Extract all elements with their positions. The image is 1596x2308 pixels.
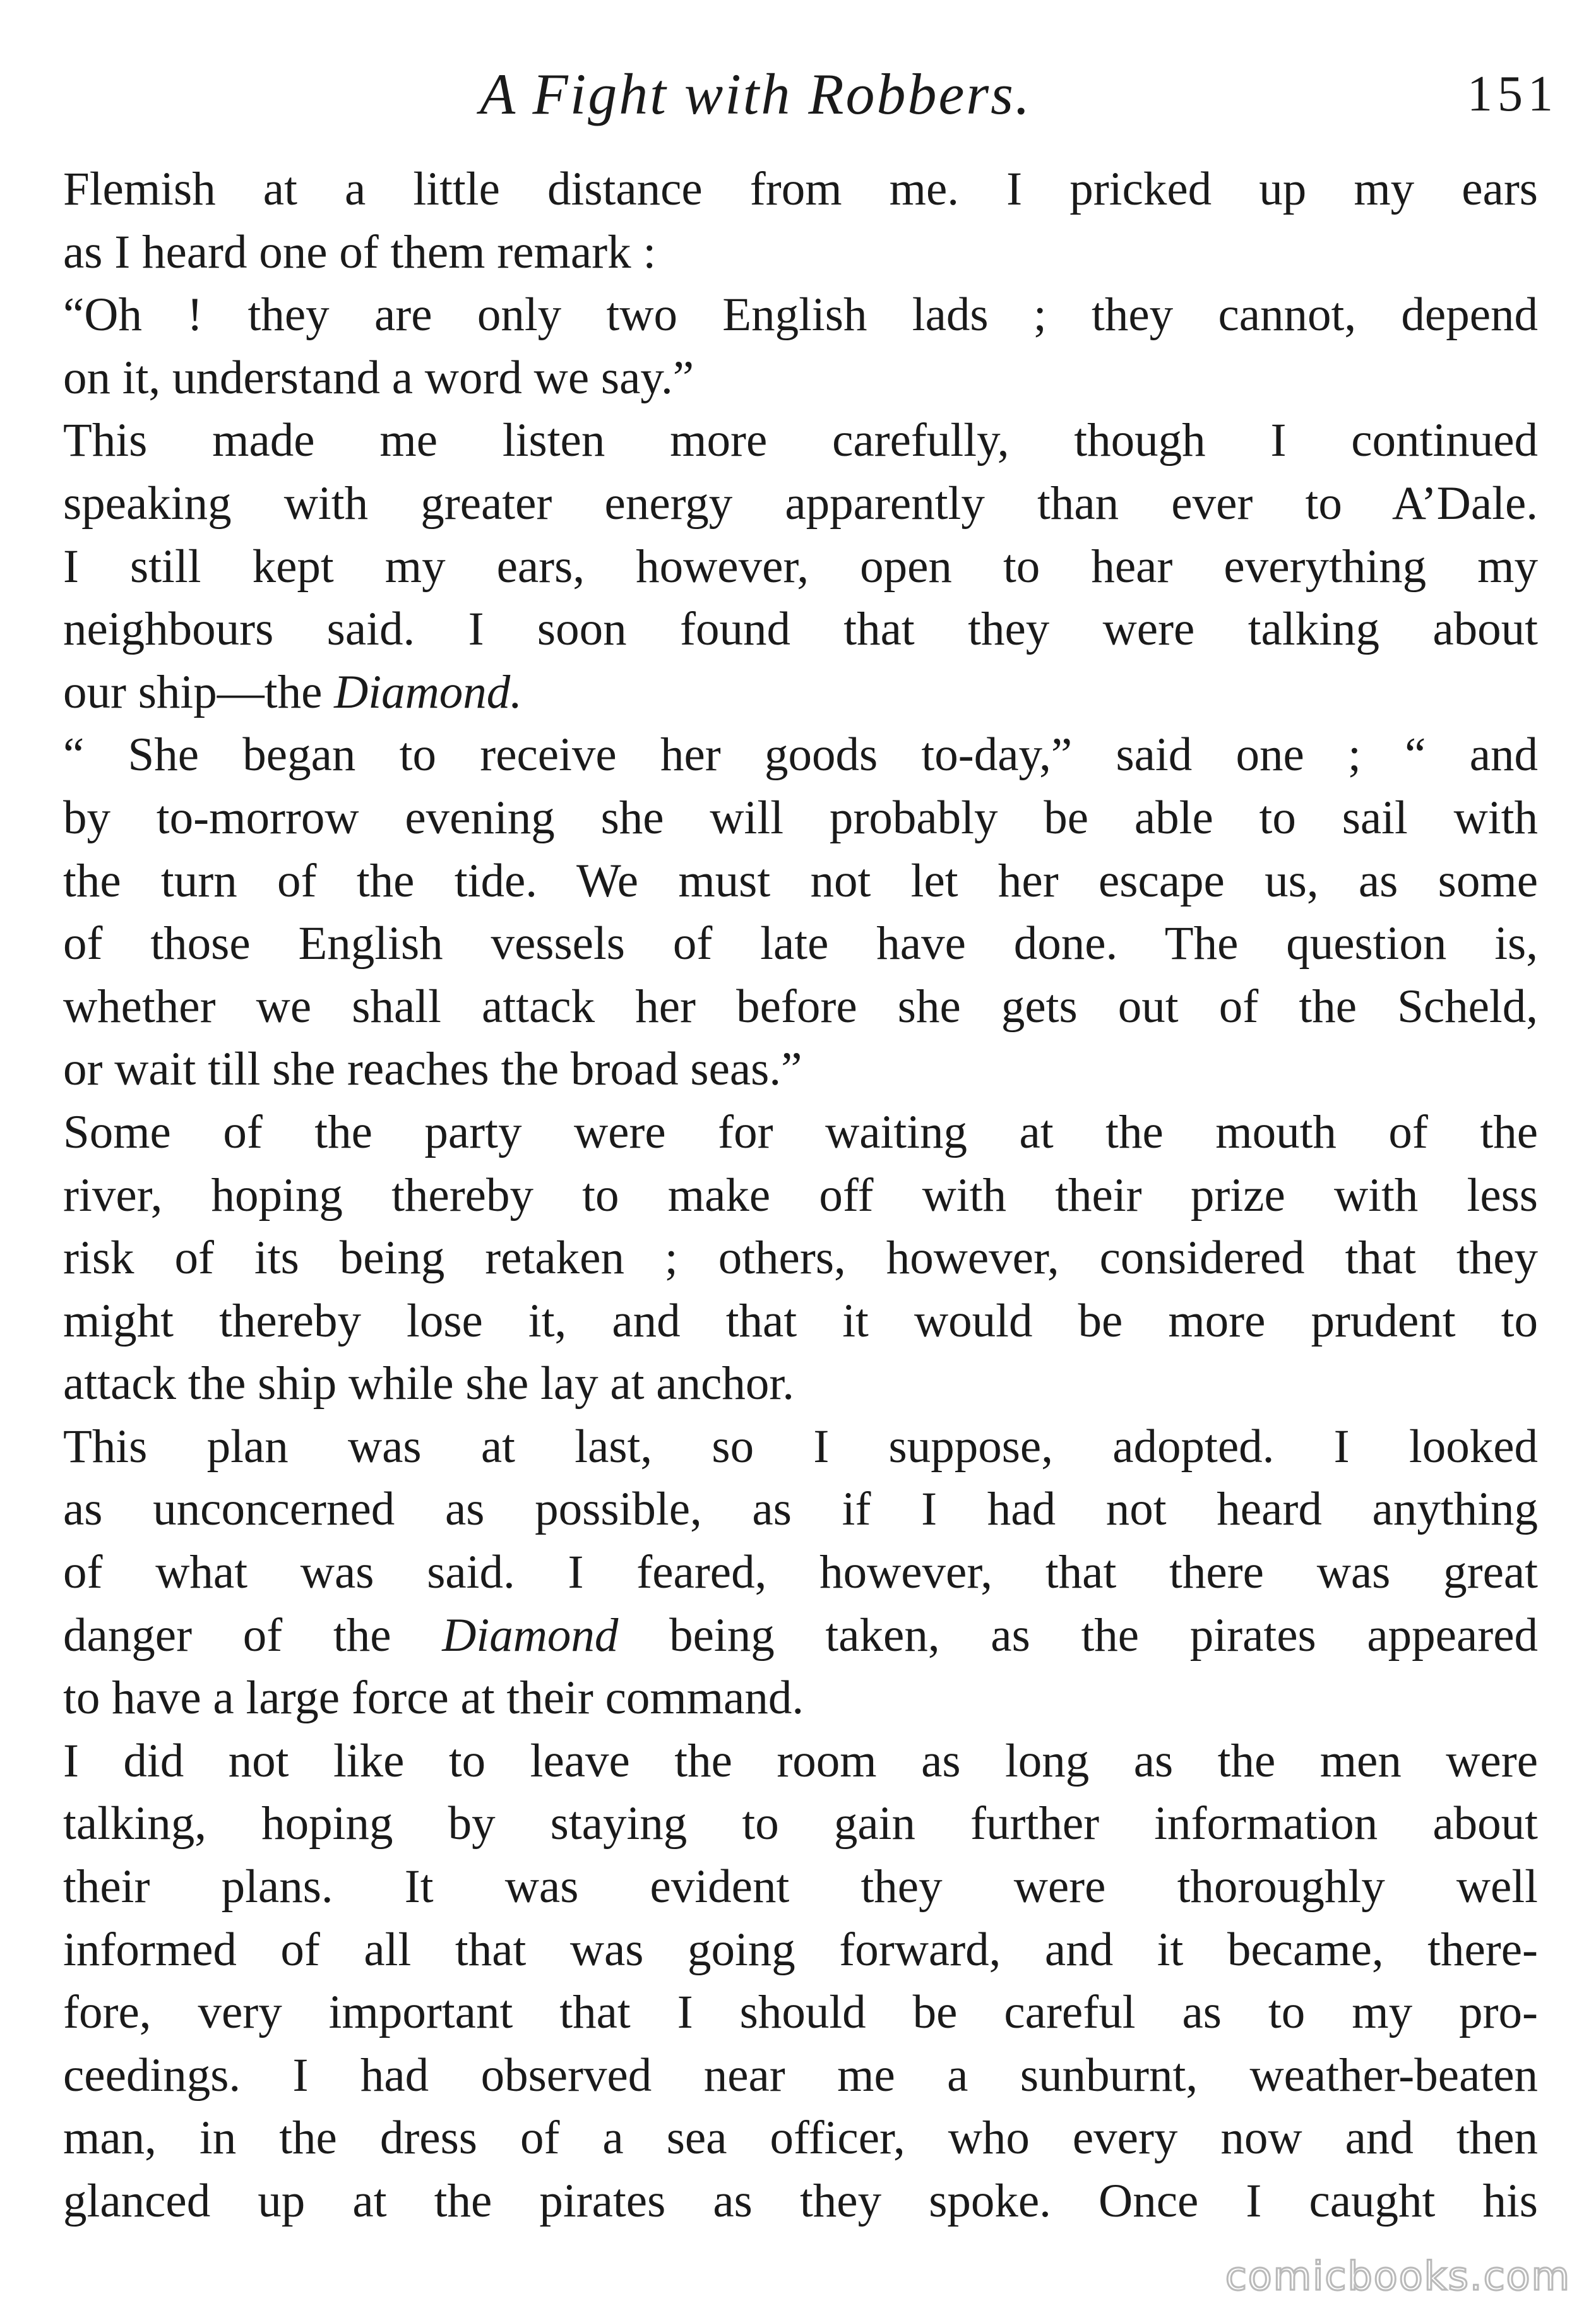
text-line: I still kept my ears, however, open to hear everything my [63,540,1538,593]
text-line: “ She began to receive her goods to-day,” said one ; “ and [63,729,1538,782]
running-title: A Fight with Robbers. [480,62,1032,126]
text-line: the turn of the tide. We must not let her escape us, as some [63,854,1538,907]
text-line: talking, hoping by staying to gain further information about [63,1797,1538,1850]
text-line: of those English vessels of late have done. The question is, [63,917,1538,970]
text-line: neighbours said. I soon found that they were talking about [63,603,1538,656]
text-line: on it, understand a word we say.” [63,351,694,404]
text-line: This made me listen more carefully, though I continued [63,414,1538,467]
text-line: by to-morrow evening she will probably be able to sail with [63,791,1538,844]
text-line: glanced up at the pirates as they spoke. Once I caught his [63,2175,1538,2227]
italic-ship-name: Diamond [442,1609,619,1662]
text-line: fore, very important that I should be careful as to my pro- [63,1986,1538,2039]
text-line: Some of the party were for waiting at the mouth of the [63,1105,1538,1158]
text-line: their plans. It was evident they were thoroughly well [63,1860,1538,1913]
text-line [63,661,1538,724]
text-line [63,1604,1538,1667]
text-line: to have a large force at their command. [63,1672,804,1725]
text-line: or wait till she reaches the broad seas.” [63,1043,802,1096]
text-line: whether we shall attack her before she gets out of the Scheld, [63,980,1538,1033]
italic-ship-name: Diamond. [334,665,523,718]
text-line: attack the ship while she lay at anchor. [63,1357,794,1410]
text-line: river, hoping thereby to make off with their prize with less [63,1169,1538,1222]
text-line: as unconcerned as possible, as if I had not heard anything [63,1483,1538,1536]
text-line: informed of all that was going forward, and it became, there- [63,1923,1538,1976]
body-text [63,158,1538,2233]
text-line: man, in the dress of a sea officer, who every now and then [63,2112,1538,2165]
page-number: 151 [1467,66,1558,122]
text-segment: our ship—the [63,665,335,718]
text-line: might thereby lose it, and that it would be more prudent to [63,1294,1538,1347]
text-line: I did not like to leave the room as long as the men were [63,1734,1538,1787]
watermark-text: comicbooks.com [1225,2253,1571,2299]
text-line: risk of its being retaken ; others, however, considered that they [63,1232,1538,1285]
text-line: ceedings. I had observed near me a sunburnt, weather-beaten [63,2049,1538,2102]
text-line: Flemish at a little distance from me. I pricked up my ears [63,163,1538,215]
text-line: This plan was at last, so I suppose, adopted. I looked [63,1420,1538,1473]
text-line: “Oh ! they are only two English lads ; they cannot, depend [63,288,1538,342]
text-segment: being taken, as the pirates appeared [618,1609,1538,1662]
text-segment: danger of the [63,1609,443,1662]
text-line: speaking with greater energy apparently than ever to A’Dale. [63,477,1538,530]
text-line: as I heard one of them remark : [63,225,657,278]
text-line: of what was said. I feared, however, that there was great [63,1546,1538,1599]
